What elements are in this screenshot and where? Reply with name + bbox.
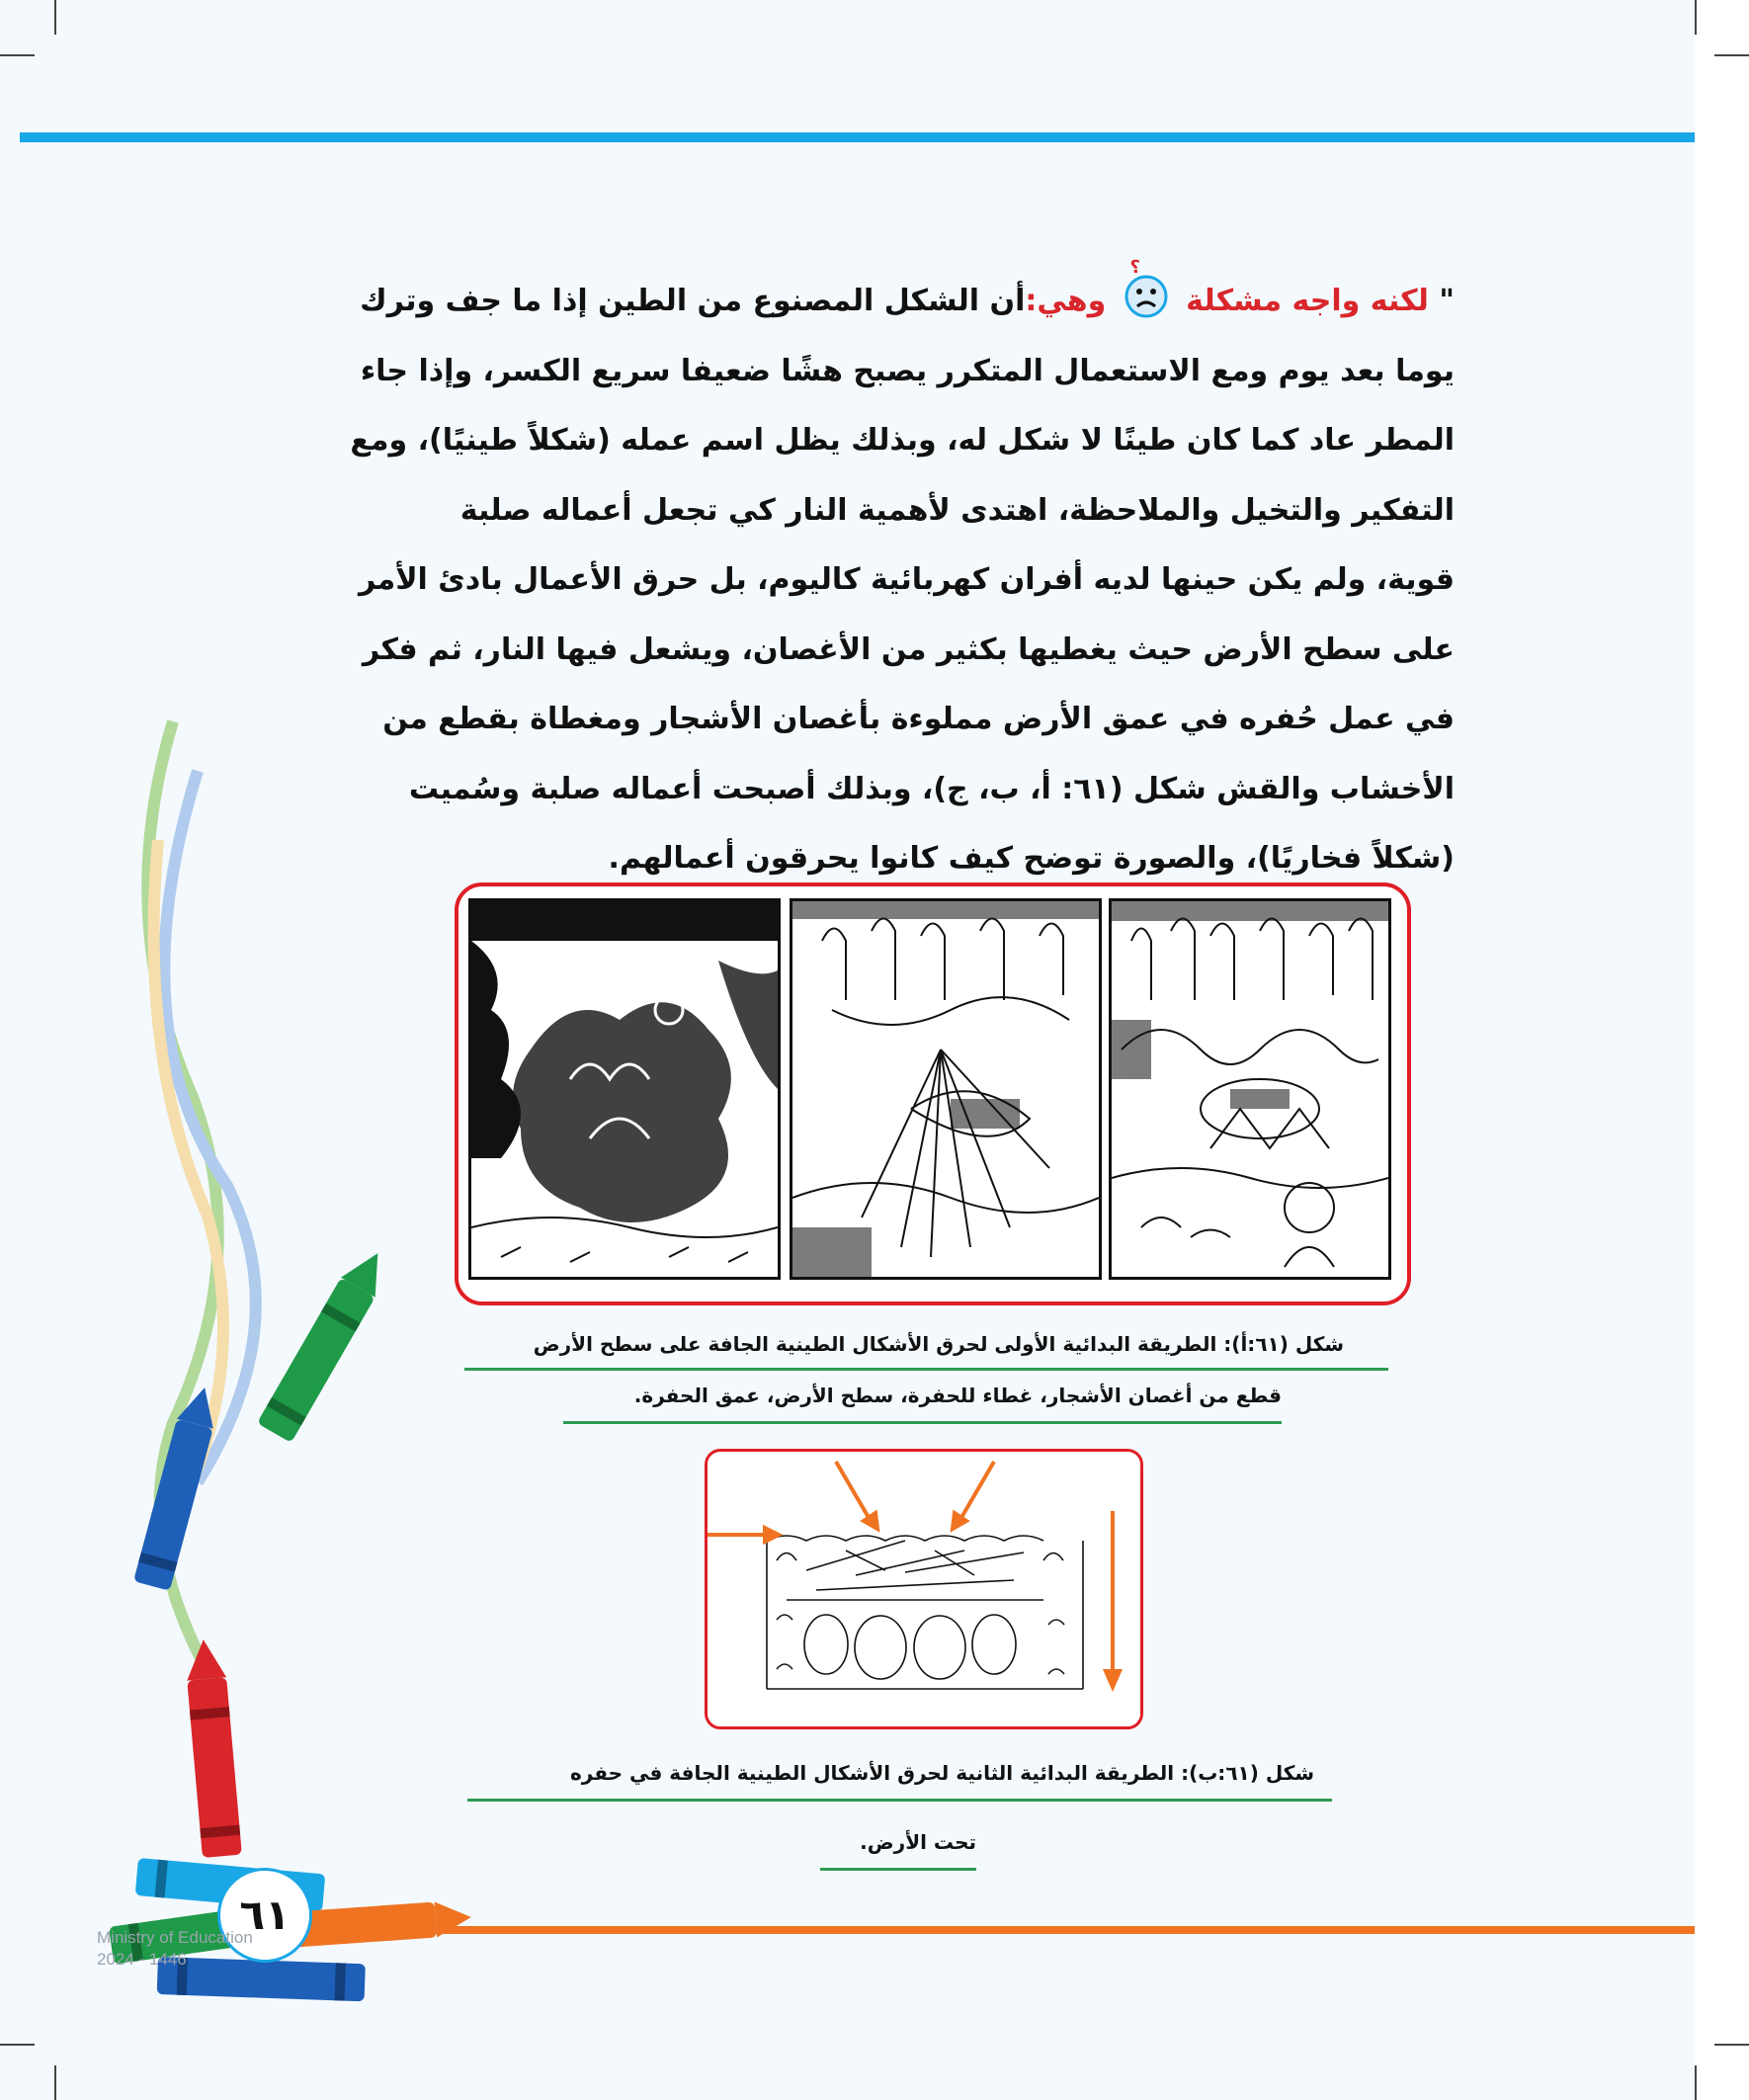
quote-mark: " [1439, 284, 1455, 318]
figure-b-frame [705, 1449, 1143, 1729]
figure-a-panel-left [468, 898, 781, 1280]
paragraph-line: الأخشاب والقش شكل (٦١: أ، ب، ج)، وبذلك أصبحت أعماله صلبة وسُميت [408, 771, 1455, 806]
crop-mark [1714, 2044, 1749, 2046]
top-accent-bar [20, 132, 1695, 142]
svg-text:؟: ؟ [1129, 258, 1140, 278]
figure-a-caption-line2: قطع من أغصان الأشجار، غطاء للحفرة، سطح الأرض، عمق الحفرة. [633, 1384, 1282, 1407]
crop-mark [0, 54, 35, 56]
caption-underline [563, 1421, 1282, 1424]
body-paragraph [326, 258, 1455, 894]
paragraph-line: في عمل حُفره في عمق الأرض مملوءة بأغصان الأشجار ومغطاة بقطع من [382, 702, 1455, 736]
crayon-icon [184, 1638, 242, 1858]
bottom-accent-bar [316, 1926, 1695, 1934]
figure-a-frame [455, 882, 1411, 1305]
page-number: ٦١ [217, 1868, 312, 1963]
caption-underline [464, 1368, 1388, 1371]
paragraph-line: المطر عاد كما كان طينًا لا شكل له، وبذلك يظل اسم عمله (شكلاً طينيًا)، ومع [350, 423, 1455, 458]
paragraph-line-1-rest: أن الشكل المصنوع من الطين إذا ما جف وترك [360, 284, 1026, 318]
sad-face-question-icon [1123, 259, 1170, 318]
paragraph-line: التفكير والتخيل والملاحظة، اهتدى لأهمية النار كي تجعل أعماله صلبة [459, 492, 1455, 528]
crop-mark [1714, 54, 1749, 56]
paragraph-line: قوية، ولم يكن حينها لديه أفران كهربائية كاليوم، بل حرق الأعمال بادئ الأمر [358, 562, 1455, 597]
figure-a-panel-right [1109, 898, 1391, 1280]
figure-a-panel-middle [790, 898, 1102, 1280]
crayons-decoration [0, 692, 474, 2006]
people-gathering-illustration [1112, 901, 1388, 1277]
pit-kiln-diagram [708, 1452, 1140, 1726]
paragraph-line [326, 258, 1455, 337]
problem-intro-after: وهي: [1025, 284, 1107, 318]
problem-highlight: لكنه واجه مشكلة [1186, 284, 1429, 318]
crayon-icon [257, 1243, 395, 1443]
surface-fire-illustration [471, 901, 778, 1277]
ministry-year: 2024 - 1446 [97, 1950, 187, 1969]
crop-mark [0, 2044, 35, 2046]
crop-mark [54, 2065, 56, 2100]
caption-underline [820, 1868, 976, 1871]
crop-mark [54, 0, 56, 35]
figure-b-caption-line2: تحت الأرض. [860, 1830, 976, 1854]
ministry-watermark [97, 1927, 253, 1971]
ministry-name: Ministry of Education [97, 1928, 253, 1947]
figure-a-caption-line1: شكل (٦١:أ): الطريقة البدائية الأولى لحرق الأشكال الطينية الجافة على سطح الأرض [533, 1332, 1344, 1356]
caption-underline [467, 1799, 1332, 1802]
paragraph-line: يوما بعد يوم ومع الاستعمال المتكرر يصبح هشًا ضعيفا سريع الكسر، وإذا جاء [360, 353, 1455, 388]
crop-mark [1695, 2065, 1697, 2100]
figure-b-caption-line1: شكل (٦١:ب): الطريقة البدائية الثانية لحرق الأشكال الطينية الجافة في حفره [569, 1761, 1314, 1785]
branches-covering-illustration [792, 901, 1099, 1277]
crop-mark [1695, 0, 1697, 35]
paragraph-line: على سطح الأرض حيث يغطيها بكثير من الأغصان، ويشعل فيها النار، ثم فكر [362, 631, 1455, 667]
paragraph-line: (شكلاً فخاريًا)، والصورة توضح كيف كانوا يحرقون أعمالهم. [608, 841, 1455, 876]
